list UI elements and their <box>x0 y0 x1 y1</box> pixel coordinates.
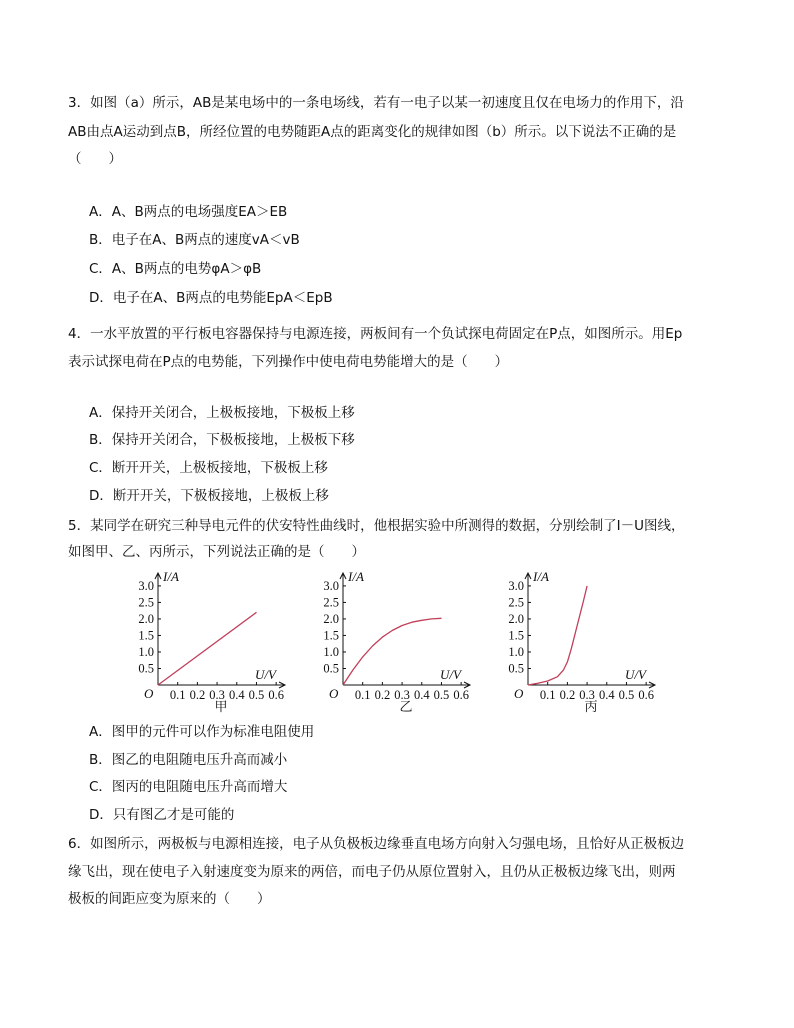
y-tick-label: 1.5 <box>323 628 339 643</box>
q5-line2: 如图甲、乙、丙所示，下列说法正确的是（ ） <box>68 544 365 560</box>
q3-option-d: D．电子在A、B两点的电势能EpA＜EpB <box>89 290 333 306</box>
q4-line2: 表示试探电荷在P点的电势能，下列操作中使电荷电势能增大的是（ ） <box>68 354 509 370</box>
x-tick-label: 0.2 <box>374 688 391 702</box>
y-axis-label: I/A <box>533 569 549 584</box>
x-tick-label: 0.2 <box>189 688 206 702</box>
y-tick-label: 1.0 <box>138 644 154 659</box>
x-tick-label: 0.2 <box>559 688 576 702</box>
q3-option-a: A．A、B两点的电场强度EA＞EB <box>89 204 288 220</box>
x-axis-label: U/V <box>625 667 646 682</box>
x-tick-label: 0.4 <box>228 688 245 702</box>
y-tick-label: 1.5 <box>508 628 524 643</box>
q3-line1: 3．如图（a）所示，AB是某电场中的一条电场线，若有一电子以某一初速度且仅在电场力的作用下，沿 <box>68 95 684 111</box>
chart-jia <box>125 565 295 713</box>
y-tick-label: 0.5 <box>138 661 154 676</box>
y-tick-label: 2.5 <box>323 595 339 610</box>
y-tick-label: 0.5 <box>508 661 524 676</box>
q5-charts <box>125 565 665 715</box>
y-tick-label: 1.0 <box>508 644 524 659</box>
q3-line3: （ ） <box>68 151 122 167</box>
x-tick-label: 0.3 <box>209 688 225 702</box>
q6-line3: 极板的间距应变为原来的（ ） <box>68 891 271 907</box>
series-line <box>343 618 442 685</box>
q5-option-c: C．图丙的电阻随电压升高而增大 <box>89 779 288 795</box>
x-tick-label: 0.5 <box>248 688 265 702</box>
x-tick-label: 0.1 <box>354 688 371 702</box>
x-tick-label: 0.6 <box>268 688 284 702</box>
chart-caption: 丙 <box>584 700 598 713</box>
q5-option-d: D．只有图乙才是可能的 <box>89 807 235 823</box>
x-tick-label: 0.4 <box>413 688 430 702</box>
y-tick-label: 2.0 <box>508 611 524 626</box>
y-tick-label: 2.0 <box>138 611 154 626</box>
chart-caption: 甲 <box>214 700 228 713</box>
y-tick-label: 3.0 <box>138 578 154 593</box>
origin-label: O <box>144 686 154 701</box>
q4-option-b: B．保持开关闭合，下极板接地，上极板下移 <box>89 432 355 448</box>
x-tick-label: 0.5 <box>433 688 450 702</box>
x-tick-label: 0.3 <box>579 688 595 702</box>
x-tick-label: 0.3 <box>394 688 410 702</box>
chart-bing <box>495 565 665 713</box>
origin-label: O <box>329 686 339 701</box>
q5-line1: 5．某同学在研究三种导电元件的伏安特性曲线时，他根据实验中所测得的数据，分别绘制了I－U图线， <box>68 518 685 534</box>
chart-caption: 乙 <box>399 700 413 713</box>
y-tick-label: 0.5 <box>323 661 339 676</box>
y-tick-label: 2.5 <box>138 595 154 610</box>
y-axis-label: I/A <box>163 569 179 584</box>
y-tick-label: 1.5 <box>138 628 154 643</box>
q3-line2: AB由点A运动到点B，所经位置的电势随距A点的距离变化的规律如图（b）所示。以下说法不正确的是 <box>68 124 677 140</box>
series-line <box>158 612 257 685</box>
y-tick-label: 2.5 <box>508 595 524 610</box>
origin-label: O <box>514 686 524 701</box>
x-axis-label: U/V <box>255 667 276 682</box>
q6-line2: 缘飞出，现在使电子入射速度变为原来的两倍，而电子仍从原位置射入，且仍从正极板边缘飞出，则两 <box>68 864 676 880</box>
x-tick-label: 0.1 <box>539 688 556 702</box>
q4-option-c: C．断开开关，上极板接地，下极板上移 <box>89 460 328 476</box>
y-tick-label: 3.0 <box>508 578 524 593</box>
y-tick-label: 3.0 <box>323 578 339 593</box>
x-tick-label: 0.6 <box>638 688 654 702</box>
chart-yi <box>310 565 480 713</box>
q4-option-d: D．断开开关，下极板接地，上极板上移 <box>89 488 329 504</box>
q4-option-a: A．保持开关闭合，上极板接地，下极板上移 <box>89 405 355 421</box>
y-tick-label: 2.0 <box>323 611 339 626</box>
q3-option-c: C．A、B两点的电势φA＞φB <box>89 261 262 277</box>
series-line <box>528 586 587 685</box>
q3-option-b: B．电子在A、B两点的速度vA＜vB <box>89 232 300 248</box>
x-tick-label: 0.6 <box>453 688 469 702</box>
q6-line1: 6．如图所示，两极板与电源相连接，电子从负极板边缘垂直电场方向射入匀强电场，且恰好从正极板边 <box>68 836 685 852</box>
q5-option-b: B．图乙的电阻随电压升高而减小 <box>89 752 288 768</box>
x-axis-label: U/V <box>440 667 461 682</box>
x-tick-label: 0.4 <box>598 688 615 702</box>
y-axis-label: I/A <box>348 569 364 584</box>
y-tick-label: 1.0 <box>323 644 339 659</box>
x-tick-label: 0.5 <box>618 688 635 702</box>
x-tick-label: 0.1 <box>169 688 186 702</box>
q4-line1: 4．一水平放置的平行板电容器保持与电源连接，两板间有一个负试探电荷固定在P点，如图所示。用Ep <box>68 326 683 342</box>
q5-option-a: A．图甲的元件可以作为标准电阻使用 <box>89 724 315 740</box>
